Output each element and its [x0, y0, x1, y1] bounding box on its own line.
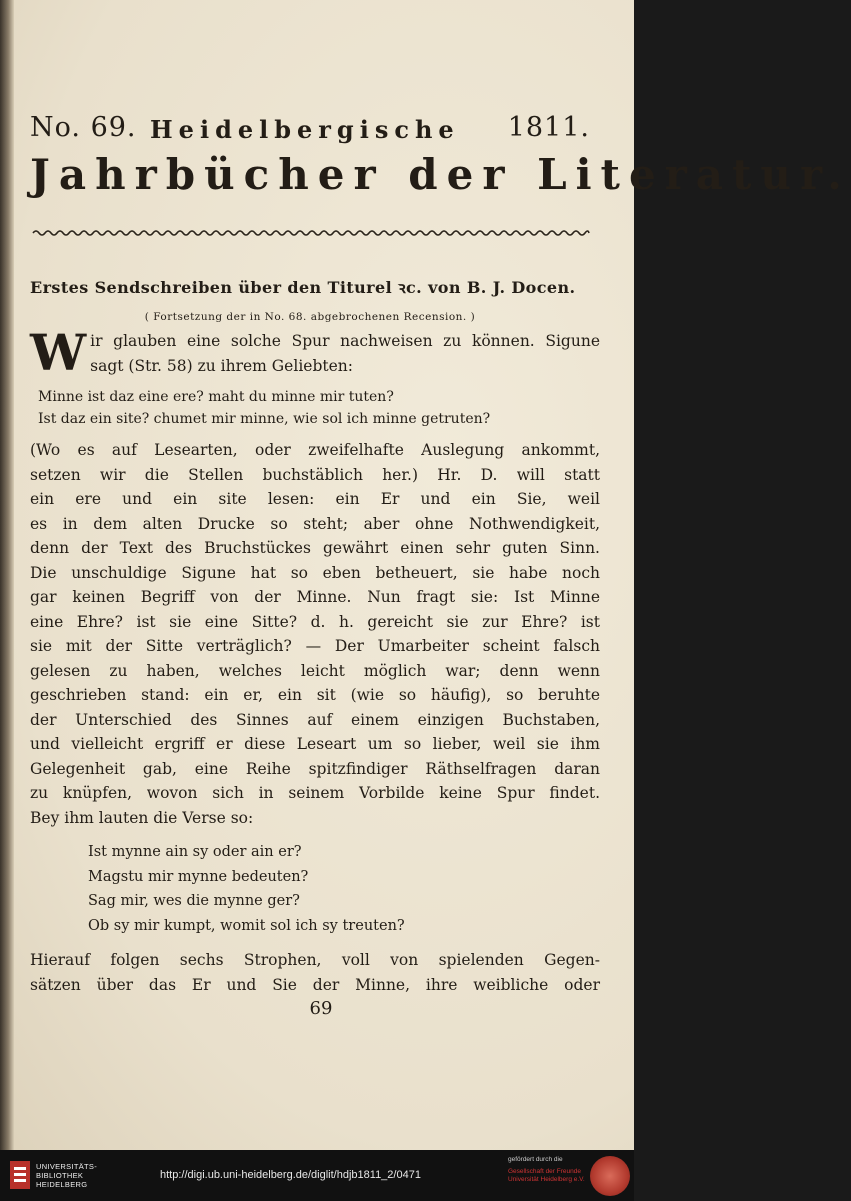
body-line: sagt (Str. 58) zu ihrem Geliebten:: [90, 356, 353, 375]
library-name[interactable]: UNIVERSITÄTS- BIBLIOTHEK HEIDELBERG: [36, 1162, 97, 1189]
verse-line: Ist mynne ain sy oder ain er?: [88, 844, 302, 860]
body-line: Gelegenheit gab, eine Reihe spitzfindiger Räthselfragen daran: [30, 759, 600, 778]
journal-name-line1: Heidelbergische: [150, 115, 460, 144]
verse-line: Magstu mir mynne bedeuten?: [88, 868, 309, 885]
body-line: eine Ehre? ist sie eine Sitte? d. h. gereicht sie zur Ehre? ist: [30, 612, 600, 631]
sponsor-seal-icon: [590, 1156, 630, 1196]
body-line: denn der Text des Bruchstückes gewährt einen sehr guten Sinn.: [30, 539, 600, 557]
library-logo-icon[interactable]: [8, 1159, 32, 1191]
verse-line: Sag mir, wes die mynne ger?: [88, 893, 300, 909]
verse-quote-1: [38, 386, 600, 430]
body-line: und vielleicht ergriff er diese Leseart um so lieber, weil sie ihm: [30, 735, 600, 753]
body-line: geschrieben stand: ein er, ein sit (wie so häufig), so beruhte: [30, 686, 600, 704]
verse-line: Ob sy mir kumpt, womit sol ich sy treuten?: [88, 917, 405, 934]
body-line: ir glauben eine solche Spur nachweisen zu können. Sigune: [90, 332, 600, 350]
year: 1811.: [507, 112, 590, 143]
sponsor-name[interactable]: Gesellschaft der Freunde Universität Heidelberg e.V.: [508, 1168, 585, 1183]
body-line: Die unschuldige Sigune hat so eben betheuert, sie habe noch: [30, 563, 600, 582]
body-line: Hierauf folgen sechs Strophen, voll von spielenden Gegen-: [30, 951, 600, 969]
running-header: [30, 112, 590, 150]
body-line: der Unterschied des Sinnes auf einem einzigen Buchstaben,: [30, 710, 600, 729]
verse-line: Minne ist daz eine ere? maht du minne mir tuten?: [38, 389, 394, 405]
body-line: zu knüpfen, wovon sich in seinem Vorbilde keine Spur findet.: [30, 784, 600, 802]
body-line: setzen wir die Stellen buchstäblich her.) Hr. D. will statt: [30, 465, 600, 484]
article-body: [30, 323, 600, 997]
ornamental-rule: [33, 227, 589, 239]
permalink-url[interactable]: http://digi.ub.uni-heidelberg.de/diglit/hdjb1811_2/0471: [160, 1169, 421, 1181]
supported-by-label: gefördert durch die: [508, 1156, 563, 1163]
journal-name-line2: Jahrbücher der Literatur.: [30, 150, 851, 199]
book-binding-edge: [0, 0, 14, 1150]
body-line: ein ere und ein site lesen: ein Er und ein Sie, weil: [30, 490, 600, 508]
verse-quote-2: [88, 840, 600, 938]
body-line: es in dem alten Drucke so steht; aber ohne Nothwendigkeit,: [30, 514, 600, 533]
viewer-footer: [0, 1150, 634, 1201]
body-line: sätzen über das Er und Sie der Minne, ihre weibliche oder: [30, 975, 600, 994]
drop-cap: W: [30, 323, 87, 382]
main-paragraph: [30, 438, 600, 830]
continuation-note: ( Fortsetzung der in No. 68. abgebrochenen Recension. ): [144, 311, 476, 323]
body-line: gar keinen Begriff von der Minne. Nun fragt sie: Ist Minne: [30, 588, 600, 606]
article-title: Erstes Sendschreiben über den Titurel ꝛc. von B. J. Docen.: [30, 278, 576, 297]
body-line: sie mit der Sitte verträglich? — Der Umarbeiter scheint falsch: [30, 637, 600, 655]
body-line: Bey ihm lauten die Verse so:: [30, 808, 254, 827]
page-number: 69: [309, 998, 333, 1019]
verse-line: Ist daz ein site? chumet mir minne, wie sol ich minne getruten?: [38, 411, 491, 427]
body-line: (Wo es auf Lesearten, oder zweifelhafte Auslegung ankommt,: [30, 441, 600, 459]
body-line: gelesen zu haben, welches leicht möglich war; denn wenn: [30, 661, 600, 680]
closing-paragraph: [30, 948, 600, 997]
issue-number: No. 69.: [30, 112, 137, 143]
